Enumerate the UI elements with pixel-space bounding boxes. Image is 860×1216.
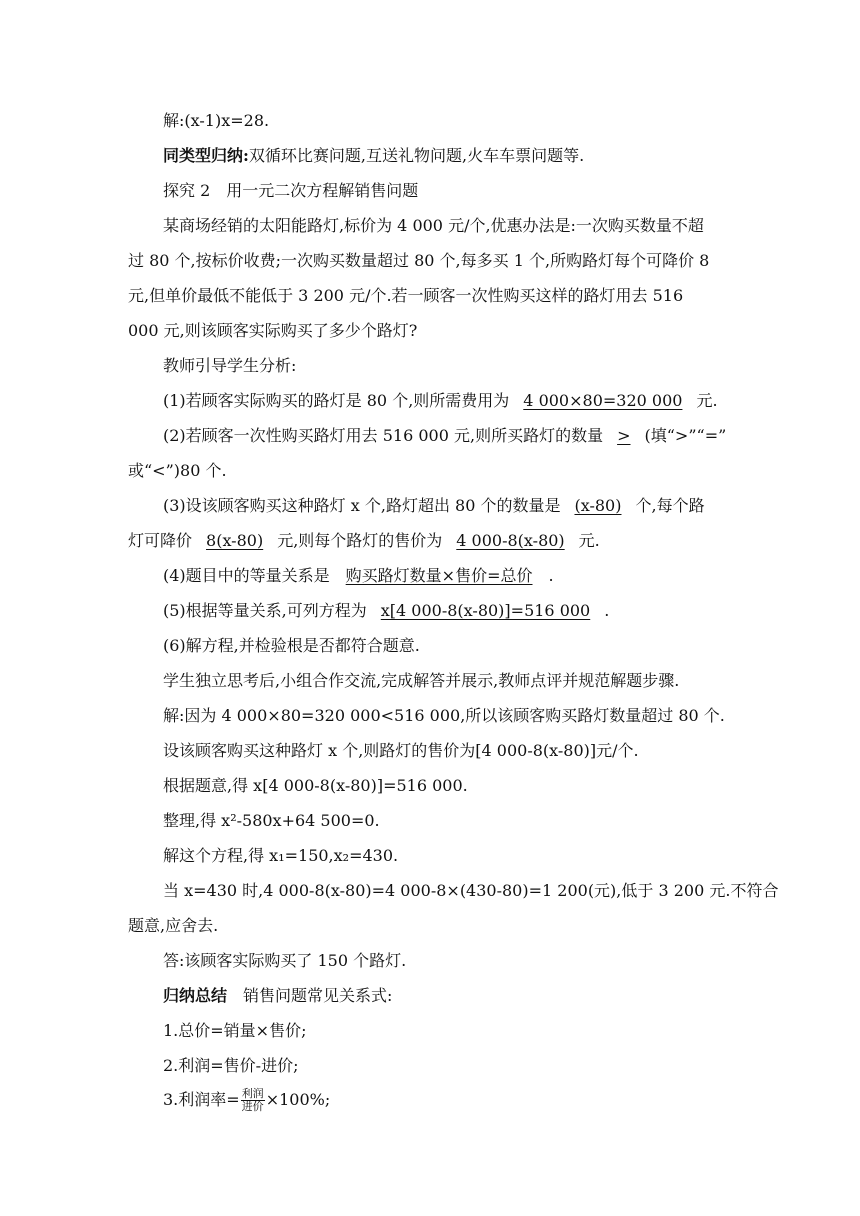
relation-2: 2.利润=售价-进价;	[163, 1056, 299, 1075]
problem-line-3: 元,但单价最低不能低于 3 200 元/个.若一顾客一次性购买这样的路灯用去 516	[128, 286, 684, 305]
question-2-text: (2)若顾客一次性购买路灯用去 516 000 元,则所买路灯的数量	[163, 426, 604, 445]
answer-blank-4: 购买路灯数量×售价=总价	[345, 566, 533, 585]
question-3-unit: 元.	[578, 531, 600, 550]
answer-blank-3a: (x-80)	[574, 496, 622, 515]
solution-line: 解:(x-1)x=28.	[163, 111, 270, 130]
relation-1: 1.总价=销量×售价;	[163, 1021, 307, 1040]
summary-section-text: 销售问题常见关系式:	[243, 986, 393, 1005]
question-3-mid: 个,每个路	[635, 496, 705, 515]
answer-blank-5: x[4 000-8(x-80)]=516 000	[380, 601, 591, 620]
question-5-text: (5)根据等量关系,可列方程为	[163, 601, 367, 620]
profit-rate-fraction	[241, 1088, 265, 1113]
question-2	[163, 425, 726, 447]
question-3-cont-mid: 元,则每个路灯的售价为	[277, 531, 443, 550]
problem-line-2: 过 80 个,按标价收费;一次购买数量超过 80 个,每多买 1 个,所购路灯每个可降价 8	[128, 251, 710, 270]
question-3-cont-text: 灯可降价	[128, 531, 193, 550]
relation-3	[163, 1088, 330, 1113]
summary-line	[163, 145, 584, 167]
question-4-text: (4)题目中的等量关系是	[163, 566, 330, 585]
question-3-text: (3)设该顾客购买这种路灯 x 个,路灯超出 80 个的数量是	[163, 496, 561, 515]
answer-blank-3b: 8(x-80)	[206, 531, 264, 550]
relation-3-end: ×100%;	[265, 1090, 331, 1109]
question-1-unit: 元.	[696, 391, 718, 410]
question-1-text: (1)若顾客实际购买的路灯是 80 个,则所需费用为	[163, 391, 510, 410]
solution-intro: 学生独立思考后,小组合作交流,完成解答并展示,教师点评并规范解题步骤.	[163, 671, 680, 690]
question-2-hint: (填“>”“=”	[644, 426, 727, 445]
answer-blank-2: >	[617, 426, 631, 445]
question-1	[163, 390, 718, 412]
solution-answer: 答:该顾客实际购买了 150 个路灯.	[163, 951, 407, 970]
section-heading: 探究 2 用一元二次方程解销售问题	[163, 181, 419, 200]
solution-step-6: 当 x=430 时,4 000-8(x-80)=4 000-8×(430-80)=1 200(元),低于 3 200 元.不符合	[163, 881, 779, 900]
solution-step-2: 设该顾客购买这种路灯 x 个,则路灯的售价为[4 000-8(x-80)]元/个.	[163, 741, 639, 760]
solution-step-5: 解这个方程,得 x₁=150,x₂=430.	[163, 846, 399, 865]
question-3	[163, 495, 705, 517]
answer-blank-1: 4 000×80=320 000	[523, 391, 683, 410]
solution-step-1: 解:因为 4 000×80=320 000<516 000,所以该顾客购买路灯数量超过 80 个.	[163, 706, 725, 725]
answer-blank-3c: 4 000-8(x-80)	[456, 531, 565, 550]
question-2-cont: 或“<”)80 个.	[128, 461, 227, 480]
relation-3-text: 3.利润率=	[163, 1090, 240, 1109]
teacher-guide: 教师引导学生分析:	[163, 356, 297, 375]
fraction-numerator: 利润	[241, 1087, 264, 1100]
question-5	[163, 600, 609, 622]
summary-section	[163, 985, 392, 1007]
question-5-end: .	[604, 601, 610, 620]
question-6: (6)解方程,并检验根是否都符合题意.	[163, 636, 420, 655]
summary-section-heading: 归纳总结	[163, 986, 228, 1005]
solution-step-4: 整理,得 x²-580x+64 500=0.	[163, 811, 380, 830]
problem-line-1: 某商场经销的太阳能路灯,标价为 4 000 元/个,优惠办法是:一次购买数量不超	[163, 216, 704, 235]
fraction-denominator: 进价	[241, 1100, 264, 1113]
question-4	[163, 565, 554, 587]
summary-text: 双循环比赛问题,互送礼物问题,火车车票问题等.	[248, 146, 585, 165]
solution-step-3: 根据题意,得 x[4 000-8(x-80)]=516 000.	[163, 776, 468, 795]
summary-heading: 同类型归纳:	[163, 146, 249, 165]
question-3-cont	[128, 530, 600, 552]
problem-line-4: 000 元,则该顾客实际购买了多少个路灯?	[128, 321, 418, 340]
solution-step-6-cont: 题意,应舍去.	[128, 916, 219, 935]
question-4-end: .	[548, 566, 554, 585]
